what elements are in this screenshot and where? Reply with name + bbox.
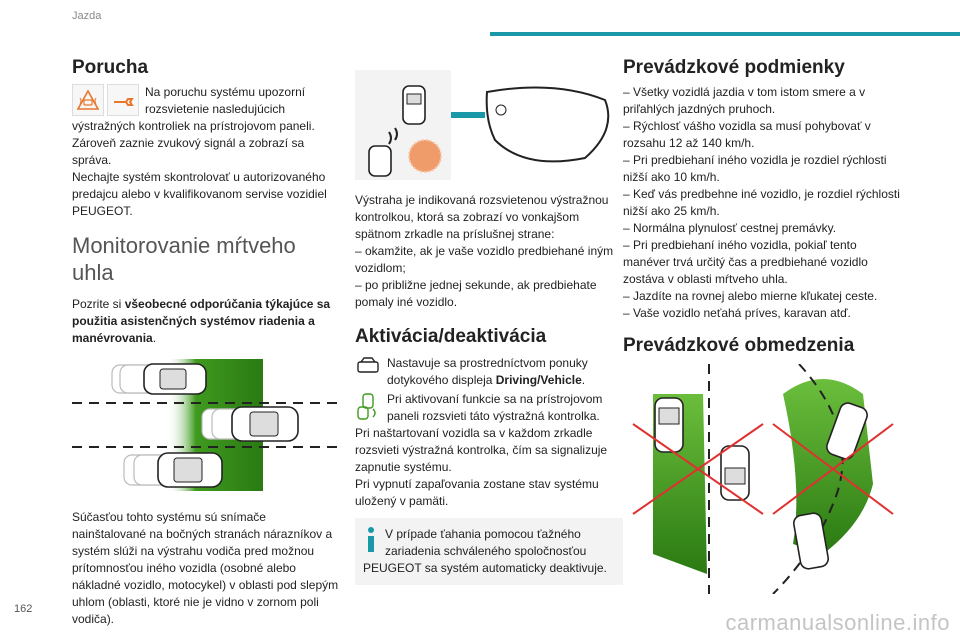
fault-icons: [72, 84, 139, 116]
system-description: Súčasťou tohto systému sú snímače nainštalované na bočných stranách nárazníkov a systém slúži na výstrahu vodiča pred možnou prítomnosťou iného vozidla (osobné alebo nákladné vozidlo, motocykel) v oblasti pod slepým uhlom (oblasti, ktoré nie je vidno v zornom poli vodiča).: [72, 510, 339, 626]
activation-prefix: Nastavuje sa prostredníctvom ponuky dotykového displeja: [387, 356, 588, 387]
bullet-overtaken: – okamžite, ak je vaše vozidlo predbiehané iným vozidlom;: [355, 244, 614, 275]
column-1: [72, 56, 340, 628]
activation-lamp-text: Pri aktivovaní funkcie sa na prístrojovom paneli rozsvieti táto výstražná kontrolka.: [387, 392, 603, 423]
condition-item: – Vaše vozidlo neťahá príves, karavan atď.: [623, 306, 851, 320]
intro-bold: všeobecné odporúčania týkajúce sa použitia asistenčných systémov riadenia a manévrovania: [72, 297, 331, 345]
activation-icon-box: [355, 355, 381, 377]
fault-block: [72, 84, 340, 169]
fault-text: Na poruchu systému upozorní rozsvietenie nasledujúcich výstražných kontroliek na prístrojovom paneli. Zároveň zaznie zvukový signál a zobrazí sa správa.: [72, 85, 315, 167]
mirror-illustration: [355, 70, 623, 180]
heading-conditions: Prevádzkové podmienky: [623, 57, 845, 78]
heading-activation: Aktivácia/deaktivácia: [355, 326, 547, 347]
condition-item: – Všetky vozidlá jazdia v tom istom smere a v priľahlých jazdných pruhoch.: [623, 85, 866, 116]
header-accent-bar: [490, 32, 960, 36]
blind-spot-illustration: [72, 359, 340, 499]
warning-text: Výstraha je indikovaná rozsvietenou výstražnou kontrolkou, ktorá sa zobrazí vo vonkajšom spätnom zrkadle na príslušnej strane:: [355, 193, 609, 241]
fault-text-2: Nechajte systém skontrolovať u autorizovaného predajcu alebo v kvalifikovanom servise vozidiel PEUGEOT.: [72, 170, 327, 218]
activation-start: Pri naštartovaní vozidla sa v každom zrkadle rozsvieti výstražná kontrolka, čím sa signalizuje zapnutie systému.: [355, 426, 608, 474]
wrench-icon: [107, 84, 139, 116]
condition-item: – Pri predbiehaní iného vozidla, pokiaľ tento manéver trvá určitý čas a predbiehané vozidlo zostáva v oblasti mŕtveho uhla.: [623, 238, 868, 286]
activation-menu: Driving/Vehicle: [495, 373, 582, 387]
heading-fault: Porucha: [72, 57, 149, 78]
blind-spot-lamp-icon: [355, 391, 381, 421]
activation-row-2: [355, 391, 623, 425]
section-label: Jazda: [72, 10, 102, 22]
condition-item: – Jazdíte na rovnej alebo mierne kľukatej ceste.: [623, 289, 878, 303]
column-3: [623, 56, 903, 594]
lamp-icon-box: [355, 391, 381, 421]
note-box: [355, 518, 623, 585]
car-settings-icon: [355, 355, 381, 377]
conditions-list: [623, 84, 903, 322]
intro-paragraph: [72, 296, 340, 347]
column-2: [355, 70, 623, 585]
watermark: carmanualsonline.info: [725, 610, 950, 635]
intro-prefix: Pozrite si: [72, 297, 125, 311]
info-icon: [363, 526, 379, 554]
heading-limits: Prevádzkové obmedzenia: [623, 335, 855, 356]
page-number: 162: [14, 603, 33, 615]
activation-row-1: [355, 355, 623, 389]
condition-item: – Keď vás predbehne iné vozidlo, je rozdiel rýchlosti nižší ako 25 km/h.: [623, 187, 900, 218]
note-text: V prípade ťahania pomocou ťažného zariadenia schváleného spoločnosťou PEUGEOT sa systém automaticky deaktivuje.: [363, 527, 607, 575]
condition-item: – Normálna plynulosť cestnej premávky.: [623, 221, 837, 235]
condition-item: – Pri predbiehaní iného vozidla je rozdiel rýchlosti nižší ako 10 km/h.: [623, 153, 887, 184]
warning-lamp-icon: [72, 84, 104, 116]
activation-text: [355, 355, 623, 389]
bullet-overtaking: – po približne jednej sekunde, ak predbiehate pomaly iné vozidlo.: [355, 278, 597, 309]
activation-suffix: .: [581, 373, 586, 387]
limitations-illustration: [623, 364, 903, 594]
intro-suffix: .: [152, 331, 157, 345]
heading-blind-spot: Monitorovanie mŕtveho uhla: [72, 233, 296, 285]
condition-item: – Rýchlosť vášho vozidla sa musí pohybovať v rozsahu 12 až 140 km/h.: [623, 119, 871, 150]
activation-memory: Pri vypnutí zapaľovania zostane stav systému uložený v pamäti.: [355, 477, 599, 508]
